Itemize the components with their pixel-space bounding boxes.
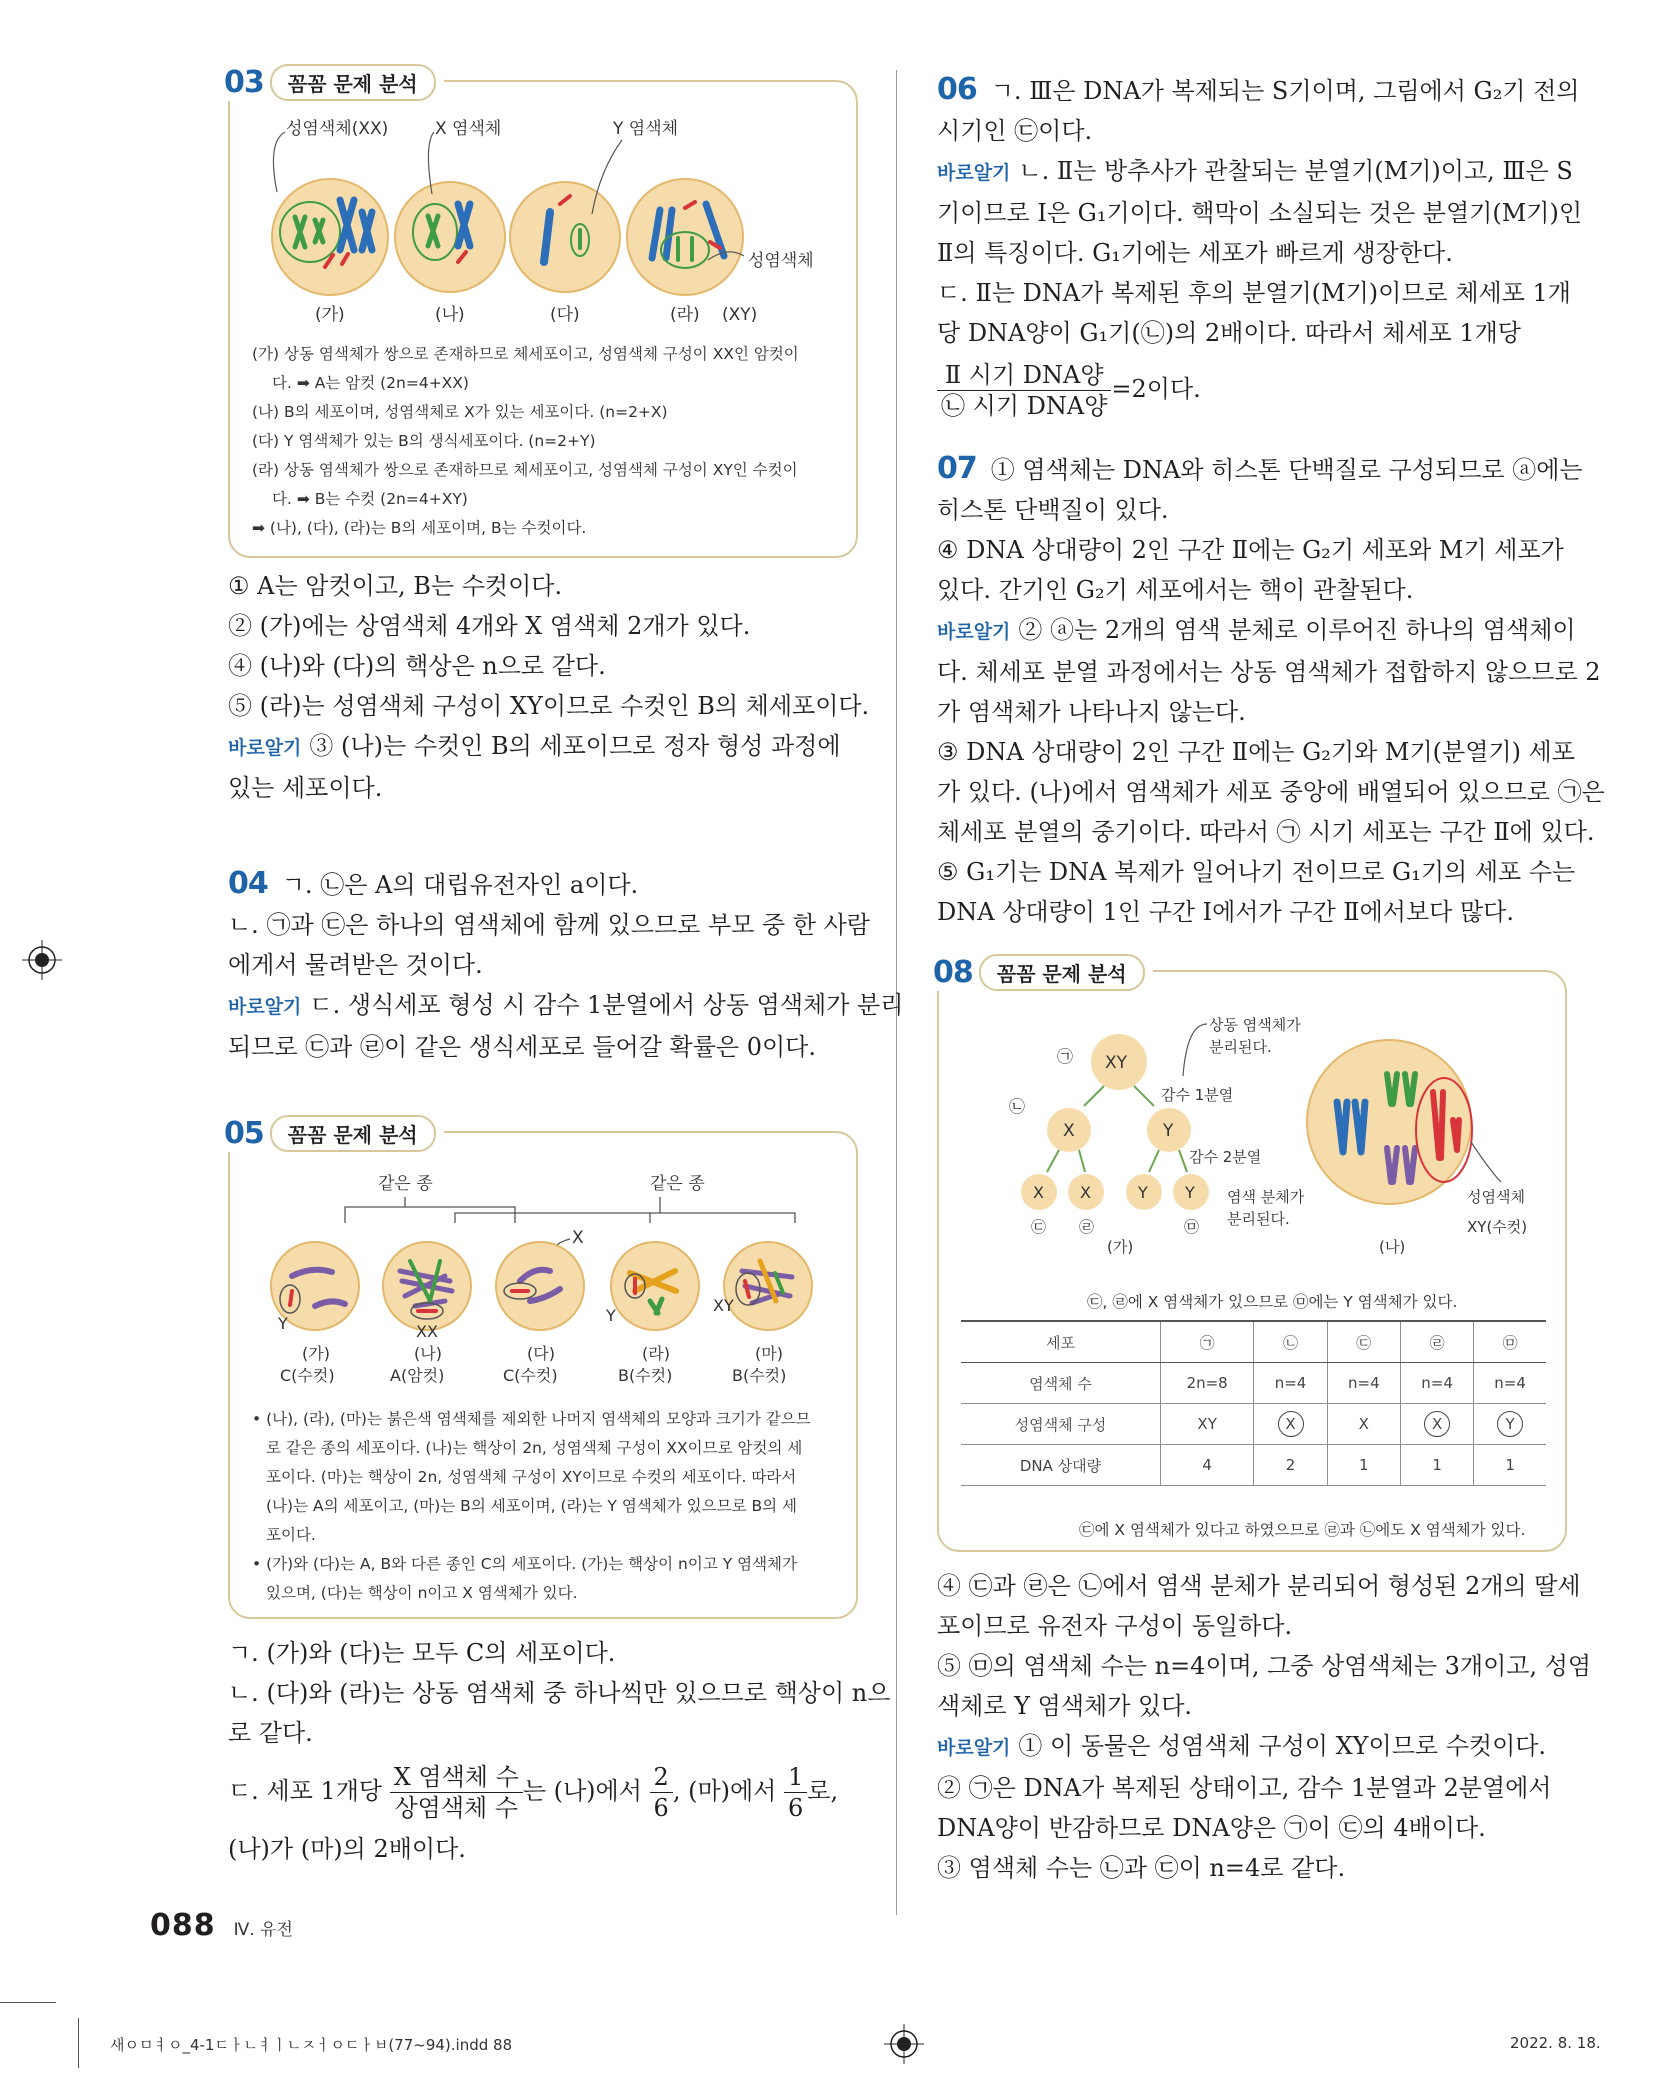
table-header-cell: ㉣ [1400, 1321, 1473, 1363]
q08-m2: 감수 2분열 [1189, 1148, 1262, 1166]
table-header-cell: 세포 [961, 1321, 1160, 1363]
q05-y-label: Y [606, 1306, 616, 1325]
q03-note: (라) 상동 염색체가 쌍으로 존재하므로 체세포이고, 성염색체 구성이 XY인 수컷이 [252, 461, 798, 479]
table-cell: 1 [1327, 1445, 1400, 1486]
q05-sub: B(수컷) [618, 1366, 673, 1385]
q08-arrow [1471, 1142, 1501, 1182]
table-cell: 1 [1400, 1445, 1473, 1486]
q06-fraction-line [937, 353, 1572, 425]
q07-text: ① 염색체는 DNA와 히스톤 단백질로 구성되므로 ⓐ에는 [990, 456, 1583, 484]
table-cell: 1 [1474, 1445, 1546, 1486]
q05-l3-mid2: , (마)에서 [672, 1777, 777, 1805]
q05-fraction [784, 1762, 807, 1823]
q05-cap: (라) [642, 1344, 670, 1363]
q08-box-header [933, 954, 1153, 991]
q06-section [937, 70, 1583, 425]
q06-line: ㄷ. Ⅱ는 DNA가 복제된 후의 분열기(M기)이므로 체세포 1개 [937, 279, 1571, 307]
page-number: 088 [150, 1908, 216, 1943]
q03-notes [252, 340, 799, 543]
q05-l3-end: 로, [807, 1777, 839, 1805]
q05-box-header [224, 1115, 444, 1152]
q05-box-title: 꼼꼼 문제 분석 [270, 1115, 436, 1152]
q08-m1: 감수 1분열 [1161, 1086, 1234, 1104]
q07-line: 히스톤 단백질이 있다. [937, 496, 1169, 524]
page-section: Ⅳ. 유전 [233, 1920, 293, 1940]
q07-line: ③ DNA 상대량이 2인 구간 Ⅱ에는 G₂기와 M기(분열기) 세포 [937, 738, 1575, 766]
q03-cell-ga [272, 179, 388, 295]
q06-first-line [937, 70, 1580, 111]
q05-frac-num: 2 [650, 1762, 673, 1793]
q07-line: ⑤ G₁기는 DNA 복제가 일어나기 전이므로 G₁기의 세포 수는 [937, 858, 1576, 886]
q03-note: 다. ➡ A는 암컷 (2n=4+XX) [272, 374, 469, 392]
q03-figure [230, 112, 856, 342]
q04-baro-line [228, 985, 904, 1027]
circled-value: X [1424, 1411, 1450, 1437]
q03-box-header [224, 64, 444, 101]
q05-line: ㄱ. (가)와 (다)는 모두 C의 세포이다. [228, 1639, 616, 1667]
table-cell [1254, 1404, 1327, 1445]
q08-baro-line [937, 1726, 1572, 1768]
q08-line: ④ ㉢과 ㉣은 ㉡에서 염색 분체가 분리되어 형성된 2개의 딸세 [937, 1572, 1581, 1600]
q06-line: 당 DNA양이 G₁기(㉡)의 2배이다. 따라서 체세포 1개당 [937, 319, 1521, 347]
q05-sub: A(암컷) [390, 1366, 445, 1385]
table-cell: n=4 [1327, 1363, 1400, 1404]
q07-baro-line [937, 610, 1576, 652]
q03-cap-na: (나) [435, 305, 465, 325]
q06-line: Ⅱ의 특징이다. G₁기에는 세포가 빠르게 생장한다. [937, 239, 1453, 267]
q08-cell-a-text: XY [1105, 1053, 1128, 1073]
baro-label: 바로알기 [228, 737, 302, 759]
q05-number: 05 [224, 1116, 264, 1151]
q05-fraction [390, 1762, 523, 1823]
q08-box-title: 꼼꼼 문제 분석 [979, 954, 1145, 991]
q05-cap: (가) [302, 1344, 330, 1363]
q08-answers [937, 1566, 1592, 1888]
q05-frac-num: X 염색체 수 [390, 1762, 523, 1793]
q03-cap-ra: (라) [670, 305, 700, 325]
baro-label: 바로알기 [937, 1737, 1011, 1759]
q05-cell-ra [611, 1242, 699, 1330]
q03-label-sex: 성염색체 [748, 251, 814, 271]
q08-sex-label: XY(수컷) [1467, 1218, 1528, 1236]
q08-sep1b: 분리된다. [1209, 1038, 1272, 1056]
q03-cap-ga: (가) [315, 305, 345, 325]
q08-label-a: ㉠ [1057, 1047, 1074, 1066]
q05-analysis-box [224, 1116, 858, 1619]
table-cell [1400, 1404, 1473, 1445]
q05-note: 포이다. [266, 1526, 316, 1544]
q05-y-label: Y [278, 1314, 288, 1333]
q03-label-sex-xx: 성염색체(XX) [286, 119, 389, 139]
q03-baro-line [228, 726, 858, 768]
q03-line: ④ (나)와 (다)의 핵상은 n으로 같다. [228, 652, 606, 680]
q05-cap: (마) [755, 1344, 783, 1363]
q03-line: ② (가)에는 상염색체 4개와 X 염색체 2개가 있다. [228, 612, 751, 640]
circled-value: X [1278, 1411, 1304, 1437]
q07-line: DNA 상대량이 1인 구간 Ⅰ에서가 구간 Ⅱ에서보다 많다. [937, 898, 1514, 926]
q05-bracket [345, 1197, 515, 1223]
q05-cell-da [496, 1242, 584, 1330]
q03-number: 03 [224, 65, 264, 100]
baro-label: 바로알기 [937, 621, 1011, 643]
table-cell: n=4 [1254, 1363, 1327, 1404]
table-row [961, 1445, 1546, 1486]
table-row [961, 1321, 1546, 1363]
q03-answers [228, 566, 870, 808]
q05-fraction-line [228, 1753, 858, 1829]
q07-number: 07 [937, 451, 977, 486]
q08-cell-d-text: X [1080, 1183, 1091, 1202]
q04-first-line [228, 864, 858, 905]
q05-notes [252, 1405, 844, 1608]
table-row [961, 1363, 1546, 1404]
q03-note: ➡ (나), (다), (라)는 B의 세포이며, B는 수컷이다. [252, 519, 587, 537]
table-cell [1474, 1404, 1546, 1445]
q07-line: 체세포 분열의 중기이다. 따라서 ㉠ 시기 세포는 구간 Ⅱ에 있다. [937, 818, 1595, 846]
registration-mark-icon [884, 2024, 924, 2064]
q07-line: 가 있다. (나)에서 염색체가 세포 중앙에 배열되어 있으므로 ㉠은 [937, 778, 1605, 806]
q06-frac-num: Ⅱ 시기 DNA양 [937, 360, 1111, 391]
q08-line: 포이므로 유전자 구성이 동일하다. [937, 1612, 1293, 1640]
q05-sub: C(수컷) [280, 1366, 335, 1385]
q08-line: DNA양이 반감하므로 DNA양은 ㉠이 ㉢의 4배이다. [937, 1814, 1486, 1842]
q08-cell-e-text: Y [1185, 1183, 1195, 1202]
q05-cell-na [383, 1242, 471, 1330]
q06-line: 시기인 ㉢이다. [937, 117, 1093, 145]
q05-x-label: X [572, 1228, 584, 1248]
q03-baro-text: ③ (나)는 수컷인 B의 세포이므로 정자 형성 과정에 [309, 732, 841, 760]
q05-note: 로 같은 종의 세포이다. (나)는 핵상이 2n, 성염색체 구성이 XX이므로 암컷의 세 [266, 1439, 803, 1457]
q04-baro-text: ㄷ. 생식세포 형성 시 감수 1분열에서 상동 염색체가 분리 [309, 991, 904, 1019]
q06-frac-end: =2이다. [1111, 375, 1201, 403]
q03-cell-na [395, 182, 505, 292]
q08-arrow [1047, 1150, 1187, 1172]
q05-frac-den: 6 [788, 1794, 804, 1822]
q08-sep1a: 상동 염색체가 [1209, 1016, 1301, 1034]
q06-frac-den: ㉡ 시기 DNA양 [941, 392, 1108, 420]
q03-note: (다) Y 염색체가 있는 B의 생식세포이다. (n=2+Y) [252, 432, 596, 450]
table-cell: 4 [1160, 1445, 1253, 1486]
q08-cell-b-text: X [1063, 1121, 1075, 1141]
table-row [961, 1404, 1546, 1445]
table-cell: n=4 [1474, 1363, 1546, 1404]
page-footer-number [150, 1908, 293, 1943]
table-cell: 성염색체 구성 [961, 1404, 1160, 1445]
baro-label: 바로알기 [228, 996, 302, 1018]
q04-number: 04 [228, 866, 268, 901]
q03-note: (나) B의 세포이며, 성염색체로 X가 있는 세포이다. (n=2+X) [252, 403, 668, 421]
q06-text: ㄱ. Ⅲ은 DNA가 복제되는 S기이며, 그림에서 G₂기 전의 [990, 77, 1580, 105]
q07-section [937, 449, 1605, 932]
q08-line: ③ 염색체 수는 ㉡과 ㉢이 n=4로 같다. [937, 1854, 1346, 1882]
q03-cell-da [510, 182, 620, 292]
q03-cap-da: (다) [550, 305, 580, 325]
q05-frac-den: 상염색체 수 [394, 1794, 519, 1822]
q05-xy-label: XY [713, 1296, 734, 1315]
q03-analysis-box [224, 65, 858, 558]
q04-baro-line: 되므로 ㉢과 ㉣이 같은 생식세포로 들어갈 확률은 0이다. [228, 1033, 816, 1061]
right-column [933, 70, 1605, 1888]
crop-mark [0, 2002, 56, 2003]
q07-line: ④ DNA 상대량이 2인 구간 Ⅱ에는 G₂기 세포와 M기 세포가 [937, 536, 1564, 564]
q08-line: ② ㉠은 DNA가 복제된 상태이고, 감수 1분열과 2분열에서 [937, 1774, 1552, 1802]
q03-arrow [273, 132, 285, 192]
q05-line: ㄴ. (다)와 (라)는 상동 염색체 중 하나씩만 있으므로 핵상이 n으 [228, 1679, 891, 1707]
q06-number: 06 [937, 72, 977, 107]
q05-figure [230, 1161, 856, 1411]
q08-cap-b: (나) [1379, 1238, 1406, 1256]
q08-cell-c-text: X [1033, 1183, 1044, 1202]
q03-label-y: Y 염색체 [613, 119, 679, 139]
q06-fraction [937, 360, 1111, 421]
q05-xx-label: XX [416, 1322, 438, 1341]
q03-baro-line: 있는 세포이다. [228, 774, 383, 802]
q05-cap: (나) [414, 1344, 442, 1363]
table-header-cell: ㉡ [1254, 1321, 1327, 1363]
left-column [224, 65, 904, 1869]
q07-line: 가 염색체가 나타나지 않는다. [937, 698, 1246, 726]
q05-same-species: 같은 종 [650, 1174, 705, 1194]
q03-line: ① A는 암컷이고, B는 수컷이다. [228, 572, 563, 600]
q08-label-b: ㉡ [1009, 1097, 1026, 1116]
q05-l3-pre: ㄷ. 세포 1개당 [228, 1777, 383, 1805]
table-header-cell: ㉤ [1474, 1321, 1546, 1363]
q07-baro-text: ② ⓐ는 2개의 염색 분체로 이루어진 하나의 염색체이 [1018, 616, 1576, 644]
q08-label-d: ㉣ [1079, 1218, 1095, 1236]
table-cell: XY [1160, 1404, 1253, 1445]
q08-baro-text: ① 이 동물은 성염색체 구성이 XY이므로 수컷이다. [1018, 1732, 1547, 1760]
q05-note: 포이다. (마)는 핵상이 2n, 성염색체 구성이 XY이므로 수컷의 세포이다. 따라서 [266, 1468, 797, 1486]
table-cell: 2 [1254, 1445, 1327, 1486]
q05-frac-den: 6 [653, 1794, 669, 1822]
table-header-cell: ㉠ [1160, 1321, 1253, 1363]
q05-frac-num: 1 [784, 1762, 807, 1793]
q05-line: 로 같다. [228, 1719, 313, 1747]
q08-cap-a: (가) [1107, 1238, 1134, 1256]
q08-analysis-box [933, 955, 1567, 1552]
q08-figure [939, 992, 1565, 1292]
q06-baro-text: ㄴ. Ⅱ는 방추사가 관찰되는 분열기(M기)이고, Ⅲ은 S [1018, 157, 1573, 185]
q08-sex-label: 성염색체 [1467, 1188, 1525, 1206]
q03-box-title: 꼼꼼 문제 분석 [270, 64, 436, 101]
table-cell: 염색체 수 [961, 1363, 1160, 1404]
crop-mark [78, 2018, 79, 2068]
q08-sep2b: 분리된다. [1227, 1210, 1290, 1228]
table-cell: X [1327, 1404, 1400, 1445]
q05-cap: (다) [527, 1344, 555, 1363]
q07-line: 다. 체세포 분열 과정에서는 상동 염색체가 접합하지 않으므로 2 [937, 658, 1601, 686]
q05-cell-ma [724, 1242, 812, 1330]
q04-text: ㄱ. ㉡은 A의 대립유전자인 a이다. [281, 871, 639, 899]
q08-cell-y-text: Y [1163, 1121, 1174, 1141]
q05-sub: C(수컷) [503, 1366, 558, 1385]
q07-first-line [937, 449, 1583, 490]
q03-cap-ra-xy: (XY) [722, 305, 758, 325]
q05-note: • (나), (라), (마)는 붉은색 염색체를 제외한 나머지 염색체의 모양과 크기가 같으므 [252, 1410, 811, 1428]
q05-answers [228, 1633, 891, 1869]
q03-line: ⑤ (라)는 성염색체 구성이 XY이므로 수컷인 B의 체세포이다. [228, 692, 870, 720]
q08-arrow [1183, 1024, 1207, 1076]
q05-note: 있으며, (다)는 핵상이 n이고 X 염색체가 있다. [266, 1584, 578, 1602]
q05-same-species: 같은 종 [378, 1174, 433, 1194]
q06-baro-line [937, 151, 1572, 193]
q08-table [961, 1320, 1546, 1486]
q06-line: 기이므로 Ⅰ은 G₁기이다. 핵막이 소실되는 것은 분열기(M기)인 [937, 199, 1583, 227]
q07-line: 있다. 간기인 G₂기 세포에서는 핵이 관찰된다. [937, 576, 1414, 604]
q05-note: • (가)와 (다)는 A, B와 다른 종인 C의 세포이다. (가)는 핵상이 n이고 Y 염색체가 [252, 1555, 798, 1573]
q08-cell-y1-text: Y [1138, 1183, 1148, 1202]
q05-bracket [455, 1197, 795, 1223]
circled-value: Y [1497, 1411, 1523, 1437]
q04-line: ㄴ. ㉠과 ㉢은 하나의 염색체에 함께 있으므로 부모 중 한 사람 [228, 911, 870, 939]
q08-label-c: ㉢ [1031, 1218, 1047, 1236]
q05-line: (나)가 (마)의 2배이다. [228, 1835, 466, 1863]
table-cell: DNA 상대량 [961, 1445, 1160, 1486]
q04-section [228, 864, 904, 1067]
q08-sep2a: 염색 분체가 [1227, 1188, 1305, 1206]
q03-note: (가) 상동 염색체가 쌍으로 존재하므로 체세포이고, 성염색체 구성이 XX인 암컷이 [252, 345, 799, 363]
q03-label-x: X 염색체 [435, 119, 502, 139]
footer-file: 새ㅇㅁㅕㅇ_4-1ㄷㅏㄴㅕㅣㄴㅈㅓㅇㄷㅏㅂ(77~94).indd 88 [110, 2036, 513, 2054]
table-cell: 2n=8 [1160, 1363, 1253, 1404]
q08-number: 08 [933, 955, 973, 990]
q03-note: 다. ➡ B는 수컷 (2n=4+XY) [272, 490, 468, 508]
q08-label-e: ㉤ [1184, 1218, 1200, 1236]
q08-line: ⑤ ㉤의 염색체 수는 n=4이며, 그중 상염색체는 3개이고, 성염 [937, 1652, 1592, 1680]
q08-table-bottom-note: ㉢에 X 염색체가 있다고 하였으므로 ㉣과 ㉡에도 X 염색체가 있다. [1079, 1521, 1526, 1539]
q05-fraction [650, 1762, 673, 1823]
q05-l3-mid: 는 (나)에서 [522, 1777, 642, 1805]
q03-cell-ra [627, 179, 743, 295]
q05-note: (나)는 A의 세포이고, (마)는 B의 세포이며, (라)는 Y 염색체가 있으므로 B의 세 [266, 1497, 797, 1515]
q05-sub: B(수컷) [732, 1366, 787, 1385]
table-header-cell: ㉢ [1327, 1321, 1400, 1363]
footer-date: 2022. 8. 18. [1510, 2034, 1601, 2052]
q04-line: 에게서 물려받은 것이다. [228, 951, 483, 979]
q08-table-top-note: ㉢, ㉣에 X 염색체가 있으므로 ㉤에는 Y 염색체가 있다. [1087, 1293, 1458, 1311]
table-cell: n=4 [1400, 1363, 1473, 1404]
baro-label: 바로알기 [937, 162, 1011, 184]
registration-mark-icon [22, 940, 62, 980]
q08-line: 색체로 Y 염색체가 있다. [937, 1692, 1193, 1720]
